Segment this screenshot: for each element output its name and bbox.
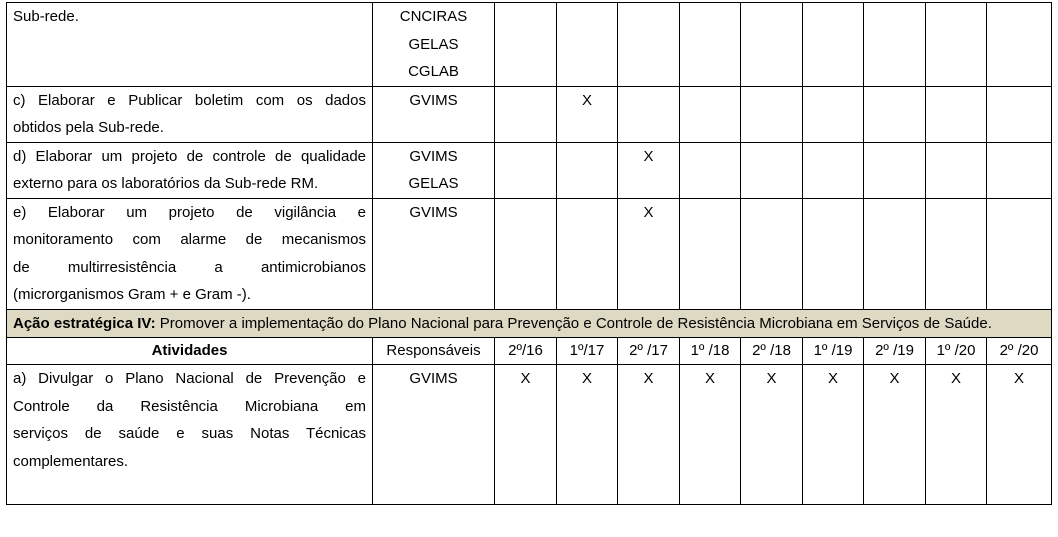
period-mark: X — [618, 142, 680, 198]
period-mark — [864, 3, 926, 87]
period-mark — [495, 86, 557, 142]
responsibles-cell — [373, 198, 495, 309]
activity-line: serviços de saúde e suas Notas Técnicas — [13, 425, 366, 442]
strategic-action-label: Ação estratégica IV: — [13, 314, 156, 332]
header-period: 1º /20 — [926, 338, 987, 365]
period-mark — [741, 3, 803, 87]
activity-cell — [7, 86, 373, 142]
period-mark — [987, 142, 1052, 198]
activity-line: obtidos pela Sub-rede. — [13, 119, 164, 136]
responsible-name: GVIMS — [409, 91, 458, 109]
header-period: 2º/16 — [495, 338, 557, 365]
period-mark: X — [864, 365, 926, 505]
period-mark: X — [557, 86, 618, 142]
activity-cell — [7, 198, 373, 309]
period-mark — [864, 142, 926, 198]
period-mark — [495, 3, 557, 87]
activity-line: e) Elaborar um projeto de vigilância e — [13, 203, 366, 221]
activity-line: d) Elaborar um projeto de controle de qualidade — [13, 147, 366, 165]
activity-row — [7, 142, 1052, 198]
strategic-action-row — [7, 309, 1052, 338]
period-mark — [803, 3, 864, 87]
period-mark — [557, 142, 618, 198]
period-mark: X — [803, 365, 864, 505]
activity-cell — [7, 365, 373, 505]
period-mark — [680, 198, 741, 309]
activity-line: a) Divulgar o Plano Nacional de Prevenção e — [13, 370, 366, 387]
activity-row — [7, 3, 1052, 87]
activity-rows-bottom — [7, 365, 1052, 505]
period-mark — [987, 3, 1052, 87]
header-period: 2º /17 — [618, 338, 680, 365]
responsible-name: GELAS — [408, 35, 459, 53]
period-mark — [741, 86, 803, 142]
period-mark — [926, 86, 987, 142]
period-mark — [864, 86, 926, 142]
activity-line: (microrganismos Gram + e Gram -). — [13, 286, 251, 303]
activity-cell — [7, 3, 373, 87]
period-mark — [557, 3, 618, 87]
responsible-name: GVIMS — [409, 203, 458, 221]
period-mark — [803, 142, 864, 198]
strategic-action-cell — [7, 309, 1052, 338]
period-mark — [741, 198, 803, 309]
activities-table — [6, 2, 1052, 505]
responsibles-cell — [373, 142, 495, 198]
period-mark — [680, 142, 741, 198]
header-period: 2º /18 — [741, 338, 803, 365]
period-mark — [864, 198, 926, 309]
period-mark: X — [618, 365, 680, 505]
activity-line: c) Elaborar e Publicar boletim com os dados — [13, 91, 366, 109]
period-mark: X — [741, 365, 803, 505]
header-period: 1º /19 — [803, 338, 864, 365]
responsible-name: GVIMS — [409, 370, 458, 387]
period-mark — [926, 198, 987, 309]
activity-line: Controle da Resistência Microbiana em — [13, 397, 366, 415]
period-mark — [987, 86, 1052, 142]
period-mark: X — [495, 365, 557, 505]
responsible-name: GVIMS — [409, 147, 458, 165]
responsibles-cell — [373, 86, 495, 142]
activity-line: Sub-rede. — [13, 8, 79, 25]
period-mark — [741, 142, 803, 198]
activity-row — [7, 198, 1052, 309]
period-mark — [987, 198, 1052, 309]
header-period: 2º /19 — [864, 338, 926, 365]
activity-line: externo para os laboratórios da Sub-rede RM. — [13, 175, 319, 192]
activity-line: monitoramento com alarme de mecanismos — [13, 231, 366, 248]
period-mark — [618, 86, 680, 142]
period-mark — [680, 3, 741, 87]
period-mark — [926, 3, 987, 87]
responsible-name: CNCIRAS — [399, 8, 468, 25]
header-period: 1º/17 — [557, 338, 618, 365]
period-mark — [618, 3, 680, 87]
period-mark: X — [618, 198, 680, 309]
period-mark — [495, 142, 557, 198]
period-mark — [926, 142, 987, 198]
activity-cell — [7, 142, 373, 198]
responsible-name: CGLAB — [408, 63, 459, 80]
period-mark: X — [926, 365, 987, 505]
period-mark — [495, 198, 557, 309]
period-mark — [803, 86, 864, 142]
activity-row — [7, 365, 1052, 505]
strategic-action-text: Promover a implementação do Plano Nacional para Prevenção e Controle de Resistência Microbiana em Serviços de Saúde. — [155, 314, 992, 332]
activity-line: complementares. — [13, 452, 129, 470]
period-mark: X — [680, 365, 741, 505]
responsibles-cell — [373, 365, 495, 505]
activity-rows-top — [7, 3, 1052, 310]
period-mark: X — [557, 365, 618, 505]
header-responsibles: Responsáveis — [373, 338, 495, 365]
period-mark — [803, 198, 864, 309]
responsible-name: GELAS — [408, 175, 459, 192]
header-row — [7, 338, 1052, 365]
activity-line: de multirresistência a antimicrobianos — [13, 258, 366, 276]
header-period: 1º /18 — [680, 338, 741, 365]
period-mark — [557, 198, 618, 309]
period-mark: X — [987, 365, 1052, 505]
activity-row — [7, 86, 1052, 142]
header-period: 2º /20 — [987, 338, 1052, 365]
responsibles-cell — [373, 3, 495, 87]
header-activities: Atividades — [7, 338, 373, 365]
period-mark — [680, 86, 741, 142]
